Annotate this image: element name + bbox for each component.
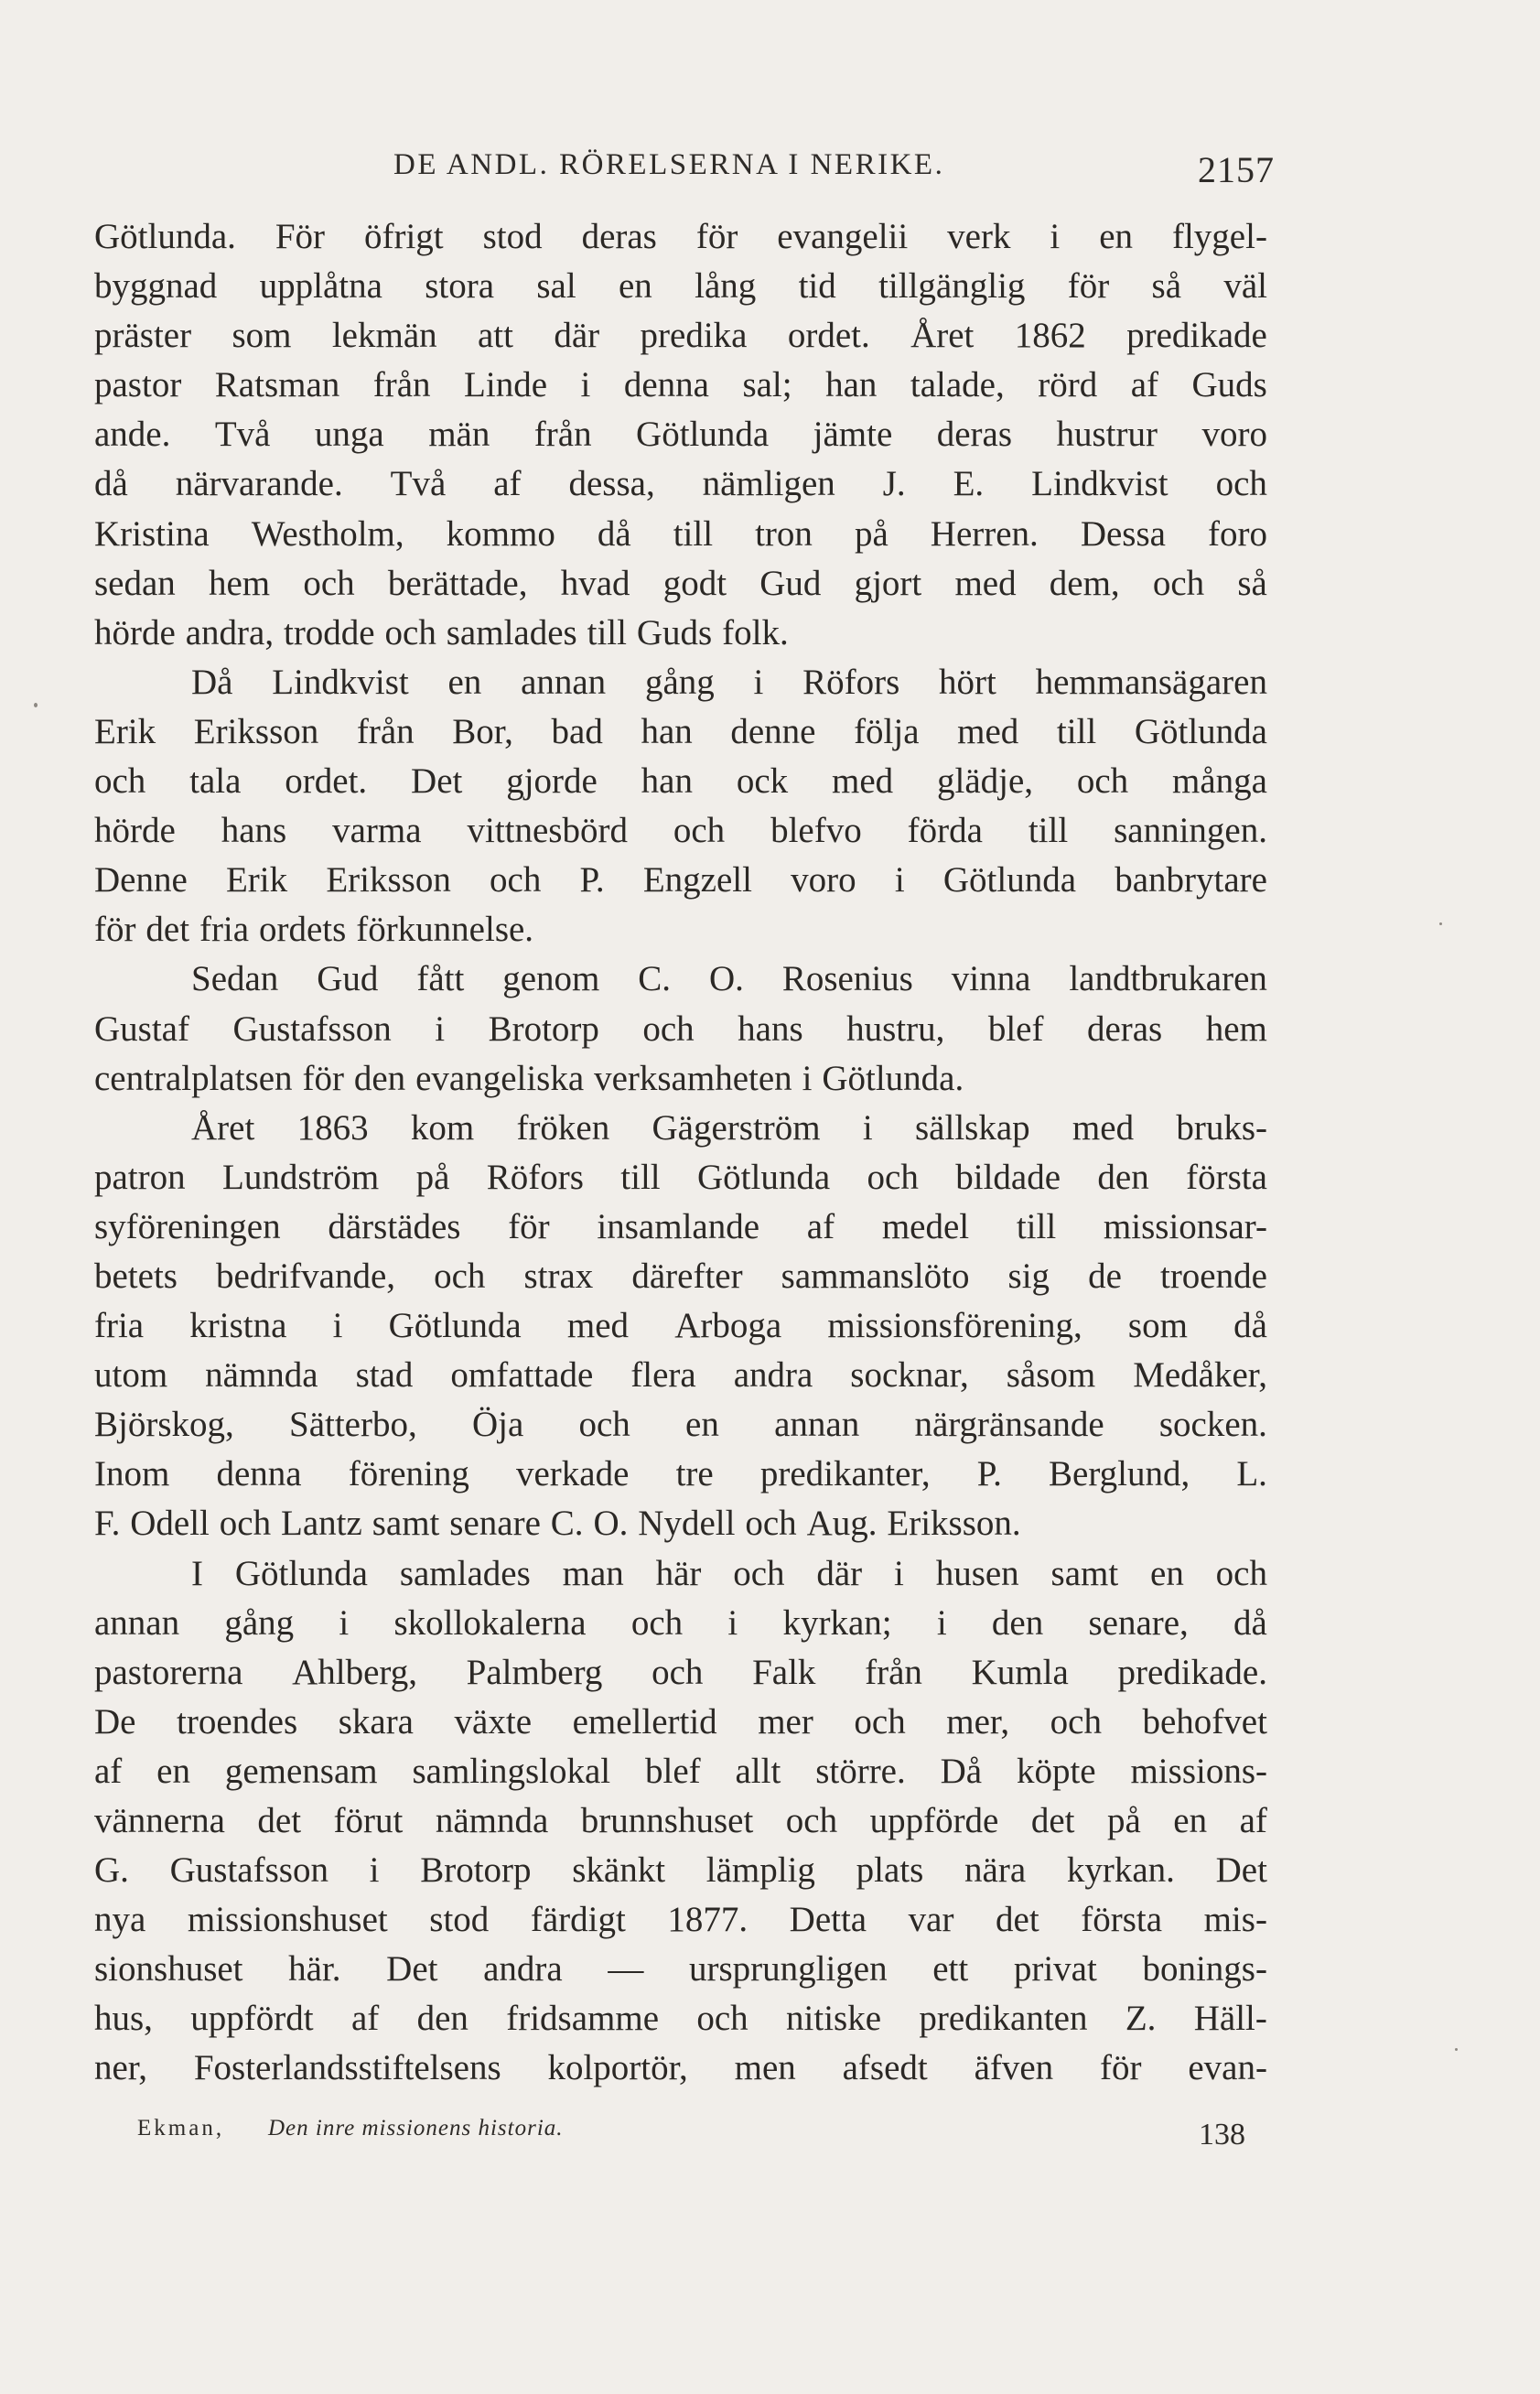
text-line: präster som lekmän att där predika ordet. Året 1862 predikade (94, 316, 1267, 356)
paper-speck (34, 703, 38, 707)
text-line: fria kristna i Götlunda med Arboga missionsförening, som då (94, 1306, 1267, 1346)
text-line: ner, Fosterlandsstiftelsens kolportör, men afsedt äfven för evan- (94, 2048, 1267, 2088)
text-line: pastorerna Ahlberg, Palmberg och Falk från Kumla predikade. (94, 1652, 1267, 1692)
text-line: sionshuset här. Det andra — ursprungligen ett privat bonings- (94, 1949, 1267, 1990)
page-footer (128, 2110, 1267, 2156)
text-line: patron Lundström på Röfors till Götlunda och bildade den första (94, 1157, 1267, 1197)
footer-author: Ekman, (137, 2116, 225, 2141)
text-line: för det fria ordets förkunnelse. (94, 910, 534, 950)
text-line: Björskog, Sätterbo, Öja och en annan närgränsande socken. (94, 1405, 1267, 1445)
text-line: Året 1863 kom fröken Gägerström i sällskap med bruks- (191, 1107, 1267, 1148)
text-line: Denne Erik Eriksson och P. Engzell voro i Götlunda banbrytare (94, 860, 1267, 900)
text-line: syföreningen därstädes för insamlande af medel till missionsar- (94, 1206, 1267, 1246)
body-text (94, 212, 1267, 2094)
text-line: hus, uppfördt af den fridsamme och nitiske predikanten Z. Häll- (94, 1999, 1267, 2039)
text-line: Erik Eriksson från Bor, bad han denne följa med till Götlunda (94, 711, 1267, 751)
text-line: betets bedrifvande, och strax därefter sammanslöto sig de troende (94, 1256, 1267, 1296)
text-line: De troendes skara växte emellertid mer och mer, och behofvet (94, 1701, 1267, 1742)
text-line: af en gemensam samlingslokal blef allt större. Då köpte missions- (94, 1751, 1267, 1791)
text-line: byggnad upplåtna stora sal en lång tid tillgänglig för så väl (94, 266, 1267, 307)
text-line: Kristina Westholm, kommo då till tron på Herren. Dessa foro (94, 513, 1267, 554)
footer-book-title: Den inre missionens historia. (268, 2116, 564, 2141)
text-line: Inom denna förening verkade tre predikanter, P. Berglund, L. (94, 1454, 1267, 1494)
text-line: centralplatsen för den evangeliska verksamheten i Götlunda. (94, 1058, 964, 1098)
text-line: G. Gustafsson i Brotorp skänkt lämplig plats nära kyrkan. Det (94, 1850, 1267, 1891)
text-line: pastor Ratsman från Linde i denna sal; han talade, rörd af Guds (94, 365, 1267, 405)
text-line: hörde hans varma vittnesbörd och blefvo förda till sanningen. (94, 811, 1267, 851)
text-line: och tala ordet. Det gjorde han ock med glädje, och många (94, 761, 1267, 802)
text-line: då närvarande. Två af dessa, nämligen J. E. Lindkvist och (94, 464, 1267, 504)
paper-speck (1455, 2048, 1458, 2051)
text-line: utom nämnda stad omfattade flera andra socknar, såsom Medåker, (94, 1355, 1267, 1396)
text-line: I Götlunda samlades man här och där i husen samt en och (191, 1553, 1267, 1593)
text-line: vännerna det förut nämnda brunnshuset och uppförde det på en af (94, 1801, 1267, 1840)
signature-mark: 138 (1199, 2118, 1245, 2151)
text-line: annan gång i skollokalerna och i kyrkan; i den senare, då (94, 1602, 1267, 1643)
text-line: F. Odell och Lantz samt senare C. O. Nydell och Aug. Eriksson. (94, 1504, 1021, 1544)
paper-speck (1439, 922, 1442, 925)
text-line: sedan hem och berättade, hvad godt Gud gjort med dem, och så (94, 563, 1267, 603)
text-line: nya missionshuset stod färdigt 1877. Detta var det första mis- (94, 1900, 1267, 1940)
text-line: Sedan Gud fått genom C. O. Rosenius vinna landtbrukaren (191, 959, 1267, 999)
text-line: ande. Två unga män från Götlunda jämte deras hustrur voro (94, 415, 1267, 455)
page-number: 2157 (1198, 149, 1275, 190)
text-line: Då Lindkvist en annan gång i Röfors hört hemmansägaren (191, 662, 1267, 702)
text-line: Gustaf Gustafsson i Brotorp och hans hustru, blef deras hem (94, 1008, 1267, 1049)
running-head: DE ANDL. RÖRELSERNA I NERIKE. (393, 148, 945, 181)
text-line: Götlunda. För öfrigt stod deras för evangelii verk i en flygel- (94, 217, 1267, 256)
text-line: hörde andra, trodde och samlades till Guds folk. (94, 612, 789, 652)
